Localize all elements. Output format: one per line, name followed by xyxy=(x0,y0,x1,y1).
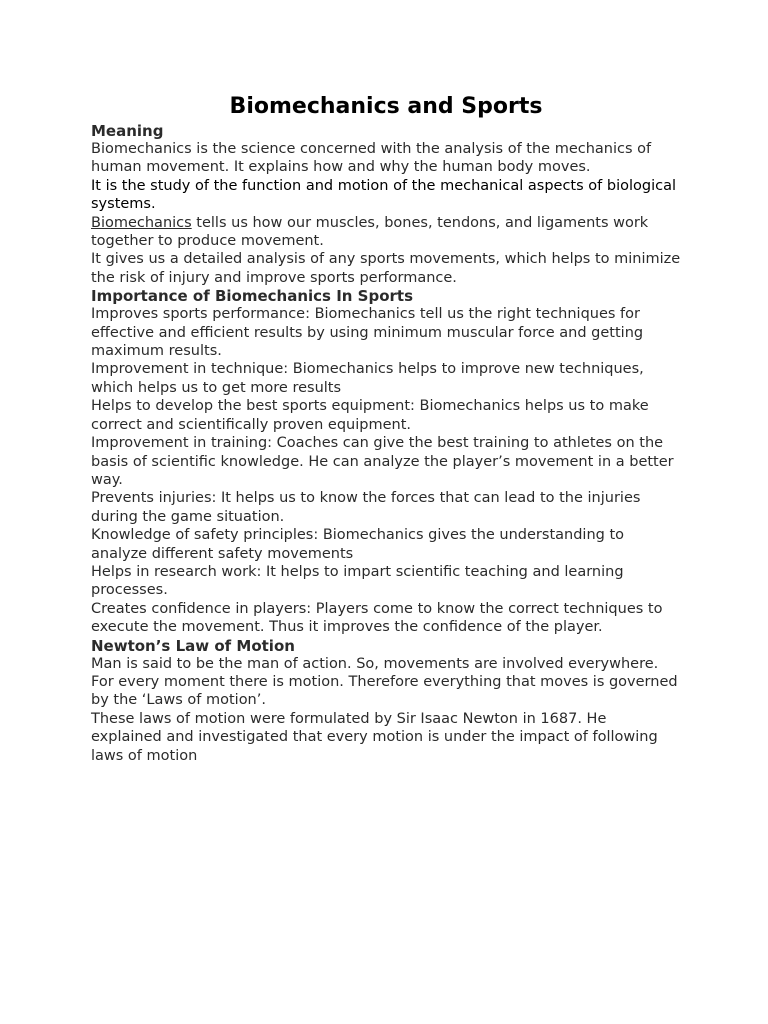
importance-item: Knowledge of safety principles: Biomechanics gives the understanding to analyze different safety movements xyxy=(91,527,625,562)
importance-item: Prevents injuries: It helps us to know the forces that can lead to the injuries during the game situation. xyxy=(91,490,641,525)
importance-item: Improvement in technique: Biomechanics helps to improve new techniques, which helps us to get more results xyxy=(91,361,644,396)
meaning-paragraph-1: Biomechanics is the science concerned with the analysis of the mechanics of human movement. It explains how and why the human body moves. xyxy=(91,141,652,176)
importance-item: Helps to develop the best sports equipment: Biomechanics helps us to make correct and scientifically proven equipment. xyxy=(91,398,649,433)
importance-item: Helps in research work: It helps to impart scientific teaching and learning processes. xyxy=(91,563,624,599)
importance-section xyxy=(91,287,681,636)
importance-heading: Importance of Biomechanics In Sports xyxy=(91,287,414,306)
importance-item: Creates confidence in players: Players come to know the correct techniques to execute the movement. Thus it improves the confidence of the player. xyxy=(91,600,663,636)
meaning-section xyxy=(91,122,681,287)
importance-item: Improvement in training: Coaches can give the best training to athletes on the basis of scientific knowledge. He can analyze the player’s movement in a better way. xyxy=(91,435,674,488)
newton-paragraph-1: Man is said to be the man of action. So, movements are involved everywhere. For every moment there is motion. Therefore everything that moves is governed by the ‘Laws of motion’. xyxy=(91,655,678,709)
meaning-paragraph-2: It is the study of the function and motion of the mechanical aspects of biological systems. xyxy=(91,177,676,213)
biomechanics-link[interactable]: Biomechanics xyxy=(91,214,192,231)
importance-item: Improves sports performance: Biomechanics tell us the right techniques for effective and efficient results by using minimum muscular force and getting maximum results. xyxy=(91,306,644,360)
meaning-heading: Meaning xyxy=(91,122,164,140)
meaning-paragraph-4: It gives us a detailed analysis of any sports movements, which helps to minimize the risk of injury and improve sports performance. xyxy=(91,251,681,286)
document-title: Biomechanics and Sports xyxy=(229,94,543,119)
newton-paragraph-2: These laws of motion were formulated by Sir Isaac Newton in 1687. He explained and investigated that every motion is under the impact of following laws of motion xyxy=(91,710,658,764)
document-page xyxy=(91,92,681,765)
newton-heading: Newton’s Law of Motion xyxy=(91,636,295,655)
newton-section xyxy=(91,637,681,765)
meaning-paragraph-3-text: tells us how our muscles, bones, tendons, and ligaments work together to produce movement. xyxy=(91,214,649,250)
meaning-paragraph-3 xyxy=(91,214,681,251)
